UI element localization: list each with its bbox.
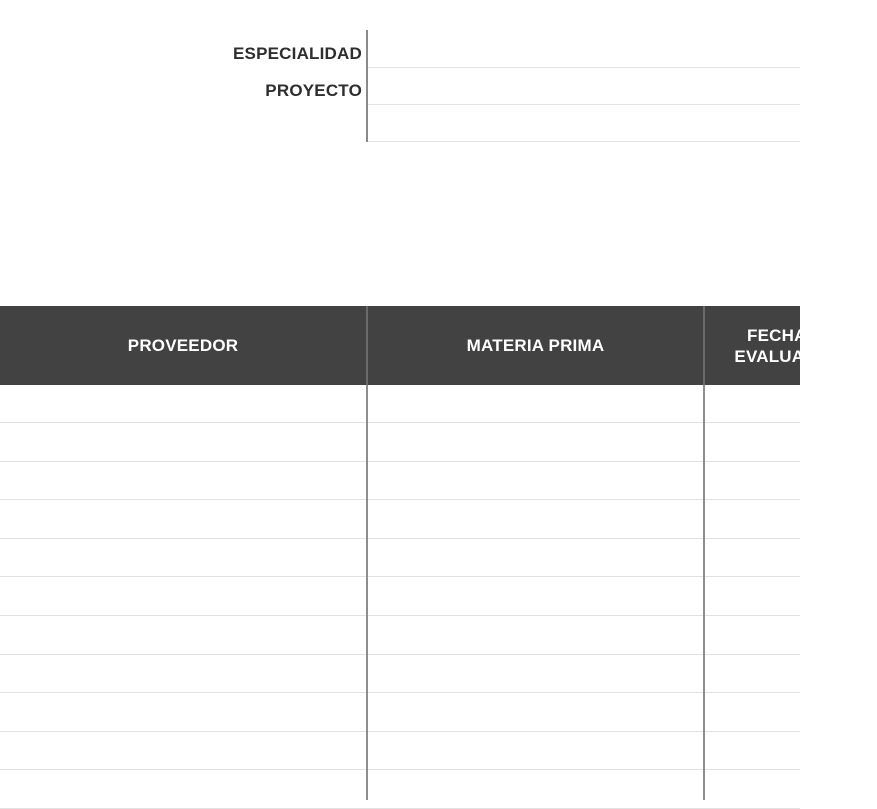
table-row[interactable] [0, 694, 800, 732]
table-row[interactable] [0, 578, 800, 616]
proyecto-field[interactable] [368, 104, 800, 105]
column-header-fecha-evaluacion: FECHA DE EVALUACIÓN [734, 325, 848, 366]
column-header-materia-prima: MATERIA PRIMA [466, 336, 605, 355]
table-row[interactable] [0, 462, 800, 500]
especialidad-field[interactable] [368, 67, 800, 68]
proyecto-label: PROYECTO [265, 81, 362, 100]
table-row[interactable] [0, 655, 800, 693]
table-row[interactable] [0, 617, 800, 655]
column-divider [703, 385, 705, 800]
especialidad-label: ESPECIALIDAD [233, 44, 362, 63]
header-separator [366, 306, 368, 385]
table-row[interactable] [0, 501, 800, 539]
table-row[interactable] [0, 424, 800, 462]
table-row[interactable] [0, 732, 800, 770]
table-row[interactable] [0, 385, 800, 423]
table-row[interactable] [0, 539, 800, 577]
column-divider [366, 385, 368, 800]
header-extra-field[interactable] [368, 141, 800, 142]
column-header-proveedor: PROVEEDOR [127, 336, 239, 355]
table-row[interactable] [0, 771, 800, 809]
table-header [0, 306, 848, 385]
header-divider [366, 30, 368, 142]
header-separator [703, 306, 705, 385]
